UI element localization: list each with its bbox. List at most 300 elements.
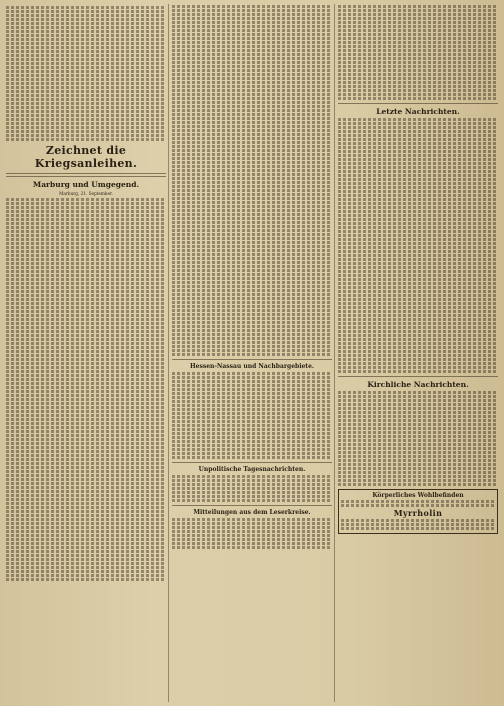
text-line (6, 414, 166, 417)
text-line (6, 374, 166, 377)
divider (6, 173, 166, 177)
text-line (172, 113, 332, 116)
text-line (6, 54, 166, 57)
text-line (338, 475, 498, 478)
text-line (172, 265, 332, 268)
text-line (172, 217, 332, 220)
text-line (172, 432, 332, 435)
text-line (338, 81, 498, 84)
text-line (172, 245, 332, 248)
text-line (6, 82, 166, 85)
text-line (338, 463, 498, 466)
text-line (6, 10, 166, 13)
text-line (6, 126, 166, 129)
text-line (172, 388, 332, 391)
text-line (6, 90, 166, 93)
text-line (338, 69, 498, 72)
text-line (6, 462, 166, 465)
text-line (6, 362, 166, 365)
text-line (338, 218, 498, 221)
text-line (172, 61, 332, 64)
text-line (338, 370, 498, 373)
text-line (172, 89, 332, 92)
text-line (6, 510, 166, 513)
ad-product: Myrrholin (393, 508, 443, 518)
text-line (172, 491, 332, 494)
column-1 (6, 4, 166, 582)
text-line (172, 169, 332, 172)
text-line (172, 105, 332, 108)
text-line (6, 486, 166, 489)
text-line (172, 21, 332, 24)
text-line (172, 45, 332, 48)
text-line (6, 458, 166, 461)
text-line (338, 282, 498, 285)
divider (172, 359, 332, 360)
text-line (6, 542, 166, 545)
text-line (172, 165, 332, 168)
text-line (6, 198, 166, 201)
text-line (172, 117, 332, 120)
text-line (338, 431, 498, 434)
text-line (338, 186, 498, 189)
text-line (172, 65, 332, 68)
text-line (6, 502, 166, 505)
text-line (338, 77, 498, 80)
text-line (338, 226, 498, 229)
text-line (338, 451, 498, 454)
local-section-heading: Marburg und Umgegend. (32, 180, 140, 189)
text-line (6, 58, 166, 61)
misc-news-heading: Unpolitische Tagesnachrichten. (198, 466, 306, 473)
text-line (172, 53, 332, 56)
text-line (6, 478, 166, 481)
text-line (6, 466, 166, 469)
text-line (172, 542, 332, 545)
text-line (172, 518, 332, 521)
text-line (6, 454, 166, 457)
text-line (6, 422, 166, 425)
text-line (341, 519, 495, 522)
text-line (338, 479, 498, 482)
text-line (6, 210, 166, 213)
text-line (6, 338, 166, 341)
text-line (172, 440, 332, 443)
text-line (172, 57, 332, 60)
text-line (6, 6, 166, 9)
text-line (172, 85, 332, 88)
text-line (338, 214, 498, 217)
text-line (6, 94, 166, 97)
text-line (338, 419, 498, 422)
text-line (6, 70, 166, 73)
text-line (172, 281, 332, 284)
text-line (338, 190, 498, 193)
text-line (172, 9, 332, 12)
text-line (338, 447, 498, 450)
text-line (172, 201, 332, 204)
text-line (6, 138, 166, 141)
text-line (6, 238, 166, 241)
text-line (6, 350, 166, 353)
text-line (6, 218, 166, 221)
text-line (172, 372, 332, 375)
text-line (6, 50, 166, 53)
text-line (172, 380, 332, 383)
text-line (6, 62, 166, 65)
text-line (6, 18, 166, 21)
text-line (172, 297, 332, 300)
text-line (172, 412, 332, 415)
text-line (6, 434, 166, 437)
text-line (172, 313, 332, 316)
text-line (6, 378, 166, 381)
text-line (172, 5, 332, 8)
text-line (6, 66, 166, 69)
text-line (338, 41, 498, 44)
text-line (6, 442, 166, 445)
text-line (172, 109, 332, 112)
text-line (172, 396, 332, 399)
text-line (6, 330, 166, 333)
text-line (6, 38, 166, 41)
text-line (338, 53, 498, 56)
text-line (172, 93, 332, 96)
text-line (6, 134, 166, 137)
text-line (172, 133, 332, 136)
text-line (6, 346, 166, 349)
text-line (172, 69, 332, 72)
text-line (172, 101, 332, 104)
text-line (172, 408, 332, 411)
text-line (172, 384, 332, 387)
text-line (6, 574, 166, 577)
text-line (6, 446, 166, 449)
text-line (6, 394, 166, 397)
text-line (6, 290, 166, 293)
text-line (338, 358, 498, 361)
text-line (6, 230, 166, 233)
text-line (172, 273, 332, 276)
text-line (6, 106, 166, 109)
text-line (338, 350, 498, 353)
text-line (172, 233, 332, 236)
text-line (172, 277, 332, 280)
text-line (338, 158, 498, 161)
text-line (6, 14, 166, 17)
text-line (172, 189, 332, 192)
text-line (6, 514, 166, 517)
text-line (172, 349, 332, 352)
text-line (6, 206, 166, 209)
text-line (338, 302, 498, 305)
text-line (6, 534, 166, 537)
text-line (172, 404, 332, 407)
text-line (338, 334, 498, 337)
text-line (172, 321, 332, 324)
text-line (341, 500, 495, 503)
text-line (6, 490, 166, 493)
text-line (338, 435, 498, 438)
text-line (338, 290, 498, 293)
dateline: Marburg, 21. September. (59, 191, 113, 196)
text-line (172, 205, 332, 208)
text-line (338, 37, 498, 40)
text-line (6, 566, 166, 569)
text-line (338, 467, 498, 470)
text-line (338, 93, 498, 96)
text-line (6, 342, 166, 345)
text-line (172, 495, 332, 498)
text-line (338, 122, 498, 125)
text-line (172, 181, 332, 184)
text-line (341, 523, 495, 526)
text-line (172, 293, 332, 296)
text-line (172, 17, 332, 20)
text-line (6, 46, 166, 49)
text-line (338, 210, 498, 213)
text-line (338, 483, 498, 486)
text-line (172, 149, 332, 152)
text-line (6, 226, 166, 229)
latest-news-heading: Letzte Nachrichten. (376, 107, 460, 116)
text-line (338, 246, 498, 249)
text-line (338, 126, 498, 129)
text-line (172, 137, 332, 140)
text-line (341, 527, 495, 530)
text-line (6, 366, 166, 369)
text-line (338, 326, 498, 329)
text-line (338, 130, 498, 133)
text-line (172, 325, 332, 328)
text-line (6, 246, 166, 249)
text-line (338, 294, 498, 297)
text-line (338, 330, 498, 333)
text-line (338, 338, 498, 341)
text-line (6, 518, 166, 521)
text-line (338, 174, 498, 177)
text-line (338, 202, 498, 205)
text-line (338, 45, 498, 48)
text-line (172, 193, 332, 196)
text-line (6, 358, 166, 361)
text-line (172, 345, 332, 348)
text-line (338, 49, 498, 52)
text-line (338, 61, 498, 64)
text-line (6, 438, 166, 441)
text-line (338, 366, 498, 369)
text-line (6, 294, 166, 297)
text-line (6, 242, 166, 245)
text-line (338, 266, 498, 269)
text-line (338, 89, 498, 92)
text-line (6, 42, 166, 45)
text-line (6, 334, 166, 337)
text-line (338, 194, 498, 197)
text-line (338, 85, 498, 88)
text-line (338, 411, 498, 414)
text-line (172, 37, 332, 40)
divider (338, 103, 498, 104)
text-line (338, 286, 498, 289)
text-line (6, 506, 166, 509)
text-line (338, 97, 498, 100)
text-line (6, 522, 166, 525)
text-line (172, 337, 332, 340)
text-line (172, 197, 332, 200)
text-line (6, 254, 166, 257)
text-line (6, 562, 166, 565)
text-line (6, 398, 166, 401)
text-line (6, 426, 166, 429)
text-line (6, 278, 166, 281)
text-line (6, 250, 166, 253)
text-line (172, 125, 332, 128)
text-line (172, 249, 332, 252)
text-line (172, 305, 332, 308)
text-line (338, 262, 498, 265)
text-line (6, 298, 166, 301)
text-line (338, 471, 498, 474)
text-line (6, 526, 166, 529)
text-line (6, 546, 166, 549)
text-line (172, 448, 332, 451)
text-line (338, 254, 498, 257)
text-line (6, 554, 166, 557)
text-line (338, 65, 498, 68)
text-line (6, 382, 166, 385)
text-line (338, 118, 498, 121)
text-line (338, 238, 498, 241)
text-line (6, 302, 166, 305)
text-line (338, 395, 498, 398)
text-line (338, 407, 498, 410)
text-line (172, 452, 332, 455)
text-line (172, 213, 332, 216)
text-line (338, 342, 498, 345)
text-line (6, 114, 166, 117)
text-line (172, 428, 332, 431)
text-line (172, 530, 332, 533)
text-line (172, 392, 332, 395)
text-line (338, 322, 498, 325)
readers-section-heading: Mitteilungen aus dem Leserkreise. (193, 509, 311, 516)
text-line (338, 17, 498, 20)
text-line (338, 423, 498, 426)
text-line (172, 157, 332, 160)
text-line (6, 122, 166, 125)
text-line (338, 242, 498, 245)
text-line (6, 214, 166, 217)
text-line (6, 270, 166, 273)
text-line (172, 145, 332, 148)
text-line (6, 110, 166, 113)
text-line (6, 22, 166, 25)
text-line (338, 459, 498, 462)
text-line (341, 504, 495, 507)
text-line (6, 494, 166, 497)
text-line (6, 570, 166, 573)
text-line (6, 418, 166, 421)
text-line (172, 456, 332, 459)
text-line (338, 9, 498, 12)
text-line (6, 390, 166, 393)
text-line (338, 182, 498, 185)
text-line (6, 474, 166, 477)
text-line (6, 406, 166, 409)
text-line (6, 282, 166, 285)
text-line (6, 274, 166, 277)
text-line (338, 146, 498, 149)
text-line (338, 154, 498, 157)
text-line (172, 479, 332, 482)
text-line (172, 141, 332, 144)
text-line (6, 386, 166, 389)
text-line (172, 225, 332, 228)
text-line (6, 498, 166, 501)
text-line (172, 173, 332, 176)
text-line (6, 74, 166, 77)
text-line (172, 444, 332, 447)
text-line (338, 258, 498, 261)
text-line (172, 341, 332, 344)
text-line (172, 257, 332, 260)
text-line (172, 475, 332, 478)
column-rule-2 (334, 4, 335, 702)
text-line (338, 206, 498, 209)
text-line (6, 102, 166, 105)
text-line (6, 430, 166, 433)
text-line (6, 322, 166, 325)
text-line (6, 202, 166, 205)
text-line (172, 97, 332, 100)
text-line (6, 262, 166, 265)
text-line (6, 98, 166, 101)
divider (338, 376, 498, 377)
text-line (172, 261, 332, 264)
text-line (6, 310, 166, 313)
text-line (6, 370, 166, 373)
text-line (338, 166, 498, 169)
text-line (338, 314, 498, 317)
text-line (338, 142, 498, 145)
text-line (338, 73, 498, 76)
text-line (172, 546, 332, 549)
text-line (338, 29, 498, 32)
regional-section-heading: Hessen-Nassau und Nachbargebiete. (189, 363, 314, 370)
text-line (6, 482, 166, 485)
text-line (172, 33, 332, 36)
text-line (172, 73, 332, 76)
text-line (338, 234, 498, 237)
text-line (6, 26, 166, 29)
advertisement-box (338, 489, 498, 534)
text-line (338, 138, 498, 141)
text-line (172, 229, 332, 232)
text-line (338, 274, 498, 277)
text-line (172, 499, 332, 502)
text-line (172, 129, 332, 132)
text-line (6, 130, 166, 133)
text-line (338, 57, 498, 60)
text-line (338, 399, 498, 402)
text-line (172, 269, 332, 272)
text-line (172, 289, 332, 292)
text-line (338, 427, 498, 430)
text-line (6, 118, 166, 121)
text-line (6, 258, 166, 261)
text-line (172, 309, 332, 312)
